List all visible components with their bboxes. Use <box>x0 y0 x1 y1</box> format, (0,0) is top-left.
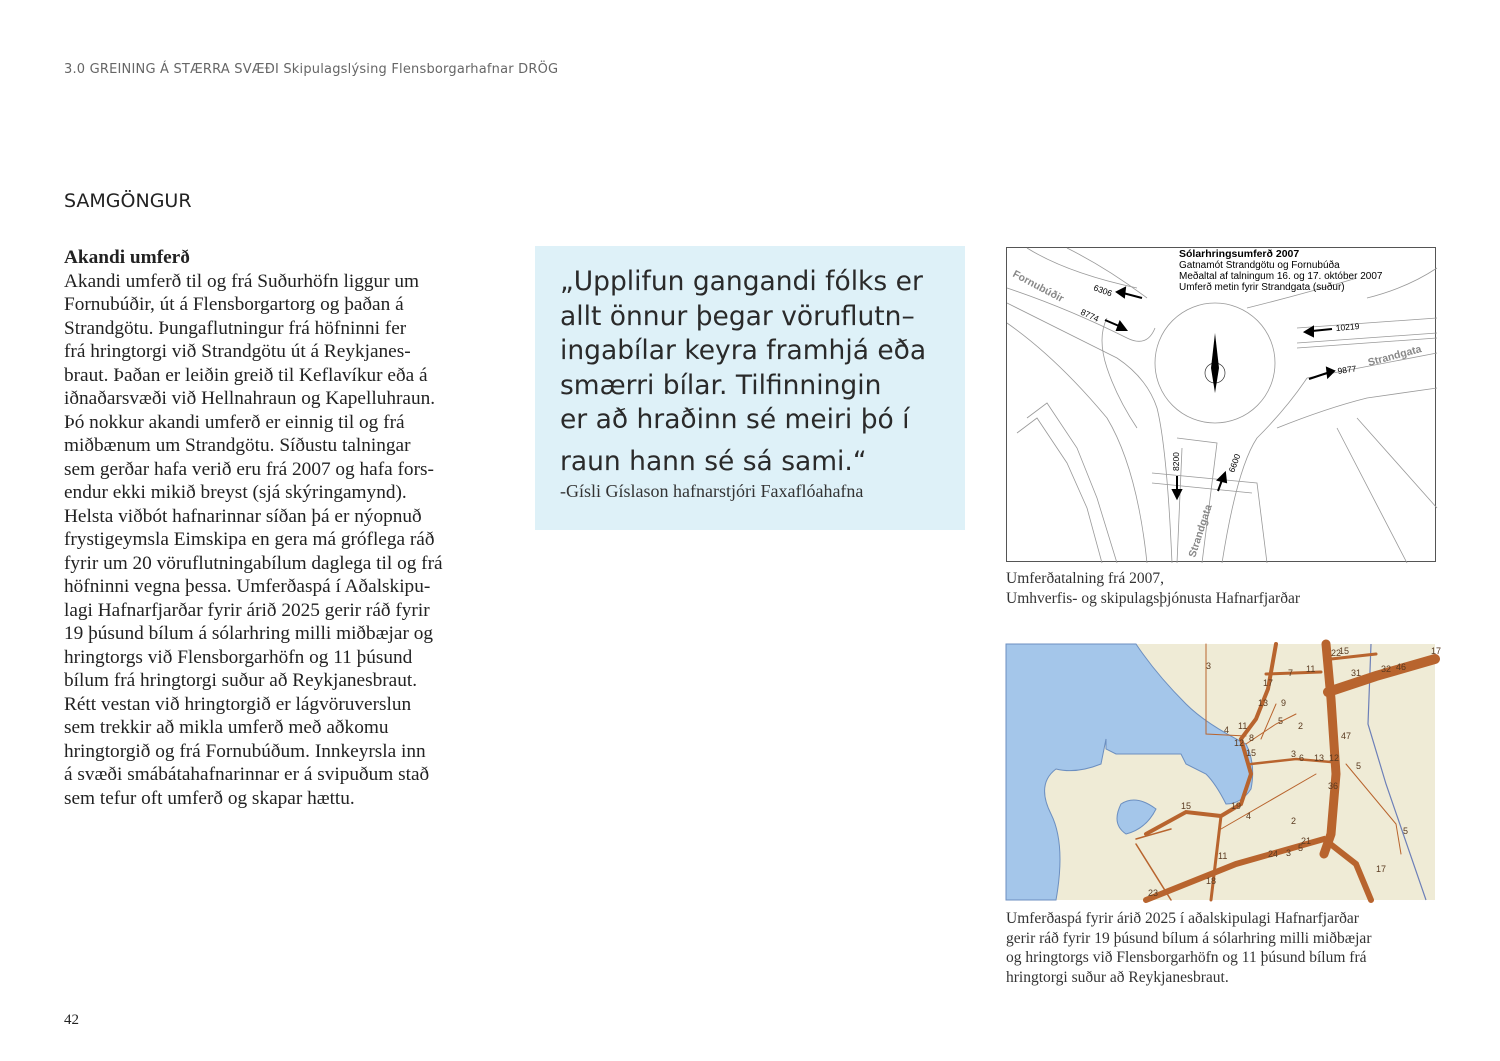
quote-attribution: -Gísli Gíslason hafnarstjóri Faxaflóahafna <box>560 481 864 501</box>
street-label: Strandgata <box>1366 343 1423 369</box>
traffic-count: 9877 <box>1336 363 1358 376</box>
map-traffic-label: 8 <box>1249 733 1255 743</box>
body-paragraph <box>64 270 504 811</box>
diagram-subtitle: Gatnamót Strandgötu og Fornubúða <box>1179 260 1340 271</box>
body-line: Þó nokkur akandi umferð er einnig til og frá <box>64 411 405 433</box>
map-traffic-label: 15 <box>1339 646 1350 656</box>
street-label: Fornubúðir <box>1010 268 1066 305</box>
map-traffic-label: 21 <box>1301 836 1312 846</box>
body-line: iðnaðarsvæði við Hellnahraun og Kapelluhraun. <box>64 388 436 409</box>
diagram-caption: Umferðatalning frá 2007, Umhverfis- og skipulagsþjónusta Hafnarfjarðar <box>1006 570 1300 607</box>
traffic-count: 8774 <box>1079 306 1101 324</box>
map-traffic-label: 32 <box>1381 664 1392 674</box>
traffic-forecast-map <box>1006 644 1442 900</box>
traffic-count: 6600 <box>1226 452 1243 474</box>
quote-line: smærri bílar. Tilfinningin <box>560 369 882 401</box>
map-traffic-label: 4 <box>1224 725 1230 735</box>
page-number: 42 <box>64 1012 79 1028</box>
map-traffic-label: 3 <box>1291 749 1297 759</box>
quote-line: „Upplifun gangandi fólks er <box>560 266 923 297</box>
traffic-count: 8200 <box>1171 452 1181 471</box>
map-traffic-label: 17 <box>1431 646 1442 656</box>
map-traffic-label: 7 <box>1288 668 1294 678</box>
body-line: endur ekki mikið breyst (sjá skýringamynd). <box>64 482 407 503</box>
pull-quote-box <box>535 246 965 530</box>
map-traffic-label: 13 <box>1258 698 1269 708</box>
map-caption: Umferðaspá fyrir árið 2025 í aðalskipulagi Hafnarfjarðar gerir ráð fyrir 19 þúsund bílum á sólarhring milli miðbæjar og hringtorgs við Flensborgarhöfn og 11 þúsund bílum frá hringtorgi suður að Reykjanesbraut. <box>1006 910 1372 986</box>
map-traffic-label: 11 <box>1218 851 1228 861</box>
body-text <box>64 246 504 810</box>
diagram-subtitle: Umferð metin fyrir Strandgata (suður) <box>1179 282 1345 293</box>
map-traffic-label: 46 <box>1396 662 1407 672</box>
map-traffic-label: 4 <box>1246 811 1252 821</box>
map-traffic-label: 15 <box>1246 748 1257 758</box>
map-traffic-label: 5 <box>1278 716 1284 726</box>
quote-line: allt önnur þegar vöruflutn– <box>560 300 915 332</box>
traffic-count-diagram <box>1006 247 1436 562</box>
quote-line: raun hann sé sá sami.“ <box>560 445 867 477</box>
map-traffic-label: 12 <box>1234 738 1245 748</box>
map-traffic-label: 11 <box>1306 664 1316 674</box>
section-title: SAMGÖNGUR <box>64 190 192 212</box>
map-traffic-label: 17 <box>1263 678 1274 688</box>
diagram-title: Sólarhringsumferð 2007 <box>1179 248 1300 260</box>
body-line: Fornubúðir, út á Flensborgartorg og þaðan á <box>64 294 404 315</box>
diagram-subtitle: Meðaltal af talningum 16. og 17. október 2007 <box>1179 271 1383 282</box>
body-line: sem tefur oft umferð og skapar hættu. <box>64 787 355 809</box>
body-line: bílum frá hringtorgi suður að Reykjanesbraut. <box>64 670 418 691</box>
quote-line: ingabílar keyra framhjá eða <box>560 335 927 366</box>
map-traffic-label: 5 <box>1356 761 1362 771</box>
body-line: Helsta viðbót hafnarinnar síðan þá er nýopnuð <box>64 505 422 527</box>
map-traffic-label: 23 <box>1148 888 1159 898</box>
body-line: Akandi umferð til og frá Suðurhöfn liggur um <box>64 270 420 292</box>
body-line: Strandgötu. Þungaflutningur frá höfninni fer <box>64 317 407 339</box>
map-traffic-label: 3 <box>1286 848 1292 858</box>
map-traffic-label: 18 <box>1206 876 1217 886</box>
body-line: lagi Hafnarfjarðar fyrir árið 2025 gerir ráð fyrir <box>64 599 430 621</box>
body-line: sem trekkir að mikla umferð með aðkomu <box>64 717 389 738</box>
map-traffic-label: 15 <box>1181 801 1192 811</box>
traffic-count: 6306 <box>1092 282 1114 299</box>
body-line: frá hringtorgi við Strandgötu út á Reykjanes- <box>64 341 411 362</box>
body-line: braut. Þaðan er leiðin greið til Keflavíkur eða á <box>64 364 428 386</box>
running-header: 3.0 GREINING Á STÆRRA SVÆÐI Skipulagslýsing Flensborgarhafnar DRÖG <box>64 62 559 77</box>
map-traffic-label: 2 <box>1298 721 1304 731</box>
map-traffic-label: 19 <box>1231 801 1242 811</box>
traffic-count: 10219 <box>1335 320 1360 333</box>
pull-quote-text <box>560 266 926 480</box>
map-traffic-label: 22 <box>1331 648 1342 658</box>
body-line: á svæði smábátahafnarinnar er á svipuðum stað <box>64 764 430 785</box>
map-traffic-label: 5 <box>1403 826 1409 836</box>
body-line: höfninni vegna þessa. Umferðaspá í Aðalskipu- <box>64 576 431 597</box>
map-traffic-label: 5 <box>1298 843 1304 853</box>
body-line: 19 þúsund bílum á sólarhring milli miðbæjar og <box>64 623 433 644</box>
body-line: sem gerðar hafa verið eru frá 2007 og hafa fors- <box>64 458 434 480</box>
body-heading: Akandi umferð <box>64 247 190 268</box>
body-line: Rétt vestan við hringtorgið er lágvöruverslun <box>64 693 412 715</box>
north-arrow-icon <box>1205 333 1225 393</box>
map-traffic-label: 36 <box>1328 781 1339 791</box>
map-traffic-label: 12 <box>1329 753 1340 763</box>
quote-line: er að hraðinn sé meiri þó í <box>560 404 910 435</box>
map-traffic-label: 2 <box>1291 816 1297 826</box>
map-traffic-label: 47 <box>1341 731 1352 741</box>
map-traffic-label: 11 <box>1238 721 1248 731</box>
body-line: hringtorgið og frá Fornubúðum. Innkeyrsla inn <box>64 740 426 762</box>
body-line: frystigeymsla Eimskipa en gera má gróflega ráð <box>64 529 435 550</box>
map-traffic-label: 31 <box>1351 668 1362 678</box>
map-traffic-label: 24 <box>1268 849 1279 859</box>
body-line: hringtorgs við Flensborgarhöfn og 11 þúsund <box>64 646 413 668</box>
map-traffic-label: 3 <box>1206 661 1212 671</box>
map-traffic-label: 13 <box>1314 753 1325 763</box>
street-label: Strandgata <box>1186 503 1215 559</box>
body-line: fyrir um 20 vöruflutningabílum daglega til og frá <box>64 552 443 574</box>
body-line: miðbænum um Strandgötu. Síðustu talningar <box>64 435 411 456</box>
map-traffic-label: 9 <box>1281 698 1287 708</box>
map-traffic-label: 17 <box>1376 864 1387 874</box>
map-traffic-label: 6 <box>1299 753 1305 763</box>
